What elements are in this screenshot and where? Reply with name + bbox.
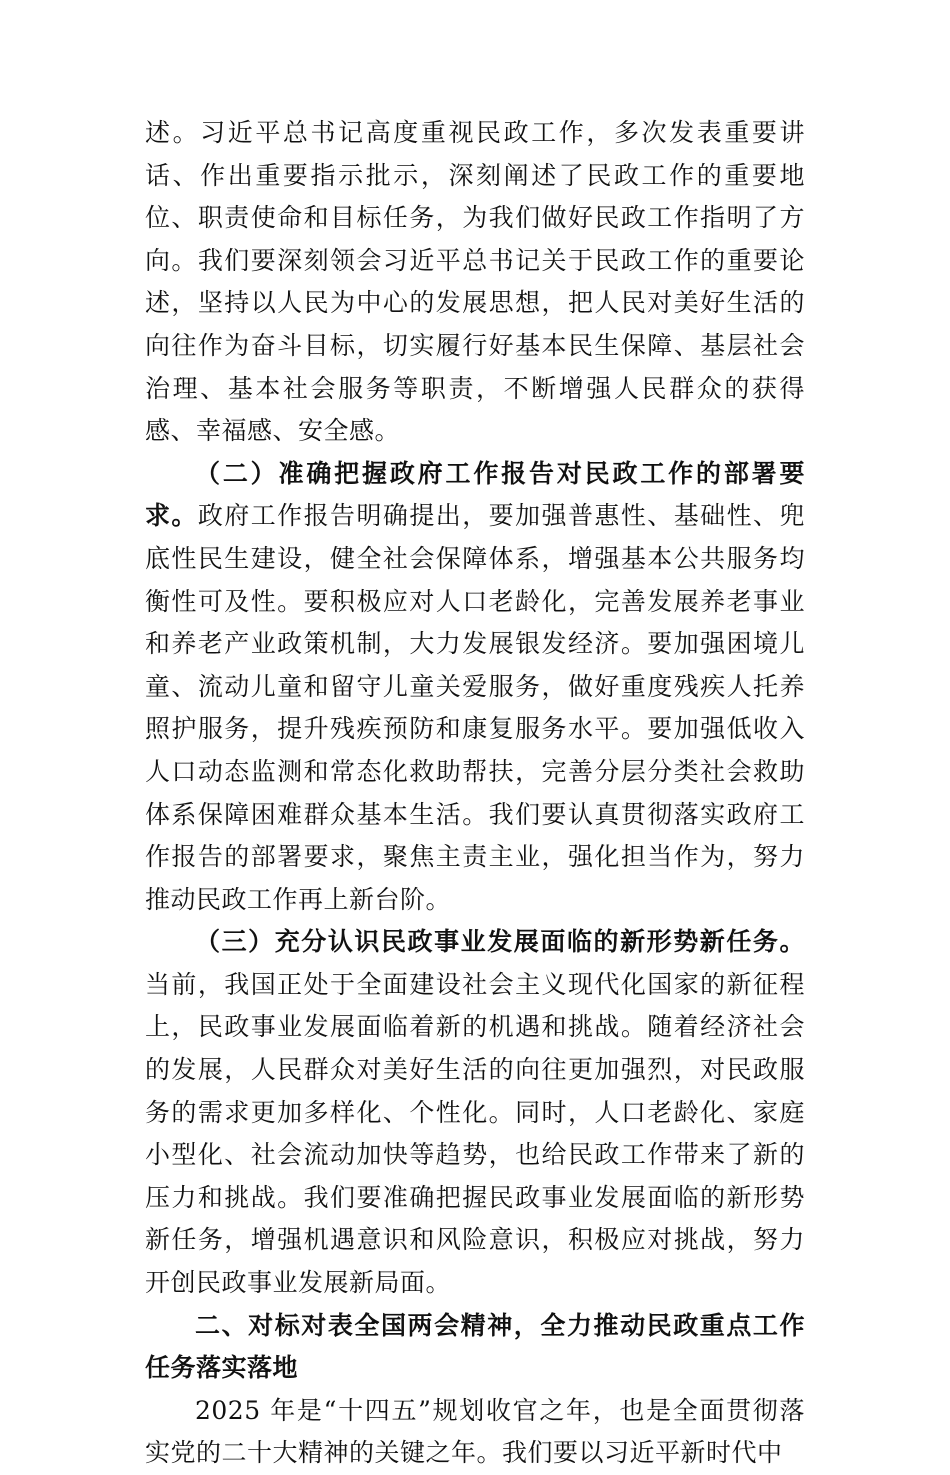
subsection-3-body: 当前，我国正处于全面建设社会主义现代化国家的新征程上，民政事业发展面临着新的机遇和挑战。随着经济社会的发展，人民群众对美好生活的向往更加强烈，对民政服务的需求更加多样化、个性化。同时，人口老龄化、家庭小型化、社会流动加快等趋势，也给民政工作带来了新的压力和挑战。我们要准确把握民政事业发展面临的新形势新任务，增强机遇意识和风险意识，积极应对挑战，努力开创民政事业发展新局面。 xyxy=(145,969,805,1298)
subsection-2-heading: （二）准确把握政府工作报告对民政工作的部署要求。 xyxy=(145,458,805,531)
document-page xyxy=(145,112,805,1475)
section-2-body: 2025 年是“十四五”规划收官之年，也是全面贯彻落实党的二十大精神的关键之年。我们要以习近平新时代中 xyxy=(145,1395,805,1468)
subsection-2-paragraph xyxy=(145,453,805,922)
subsection-2-body: 政府工作报告明确提出，要加强普惠性、基础性、兜底性民生建设，健全社会保障体系，增强基本公共服务均衡性可及性。要积极应对人口老龄化，完善发展养老事业和养老产业政策机制，大力发展银发经济。要加强困境儿童、流动儿童和留守儿童关爱服务，做好重度残疾人托养照护服务，提升残疾预防和康复服务水平。要加强低收入人口动态监测和常态化救助帮扶，完善分层分类社会救助体系保障困难群众基本生活。我们要认真贯彻落实政府工作报告的部署要求，聚焦主责主业，强化担当作为，努力推动民政工作再上新台阶。 xyxy=(145,501,805,914)
subsection-3-heading: （三）充分认识民政事业发展面临的新形势新任务。 xyxy=(195,927,805,957)
paragraph-continuation: 述。习近平总书记高度重视民政工作，多次发表重要讲话、作出重要指示批示，深刻阐述了民政工作的重要地位、职责使命和目标任务，为我们做好民政工作指明了方向。我们要深刻领会习近平总书记关于民政工作的重要论述，坚持以人民为中心的发展思想，把人民对美好生活的向往作为奋斗目标，切实履行好基本民生保障、基层社会治理、基本社会服务等职责，不断增强人民群众的获得感、幸福感、安全感。 xyxy=(145,118,805,446)
section-2-heading: 二、对标对表全国两会精神，全力推动民政重点工作任务落实落地 xyxy=(145,1310,805,1383)
subsection-3-paragraph xyxy=(145,921,805,1304)
